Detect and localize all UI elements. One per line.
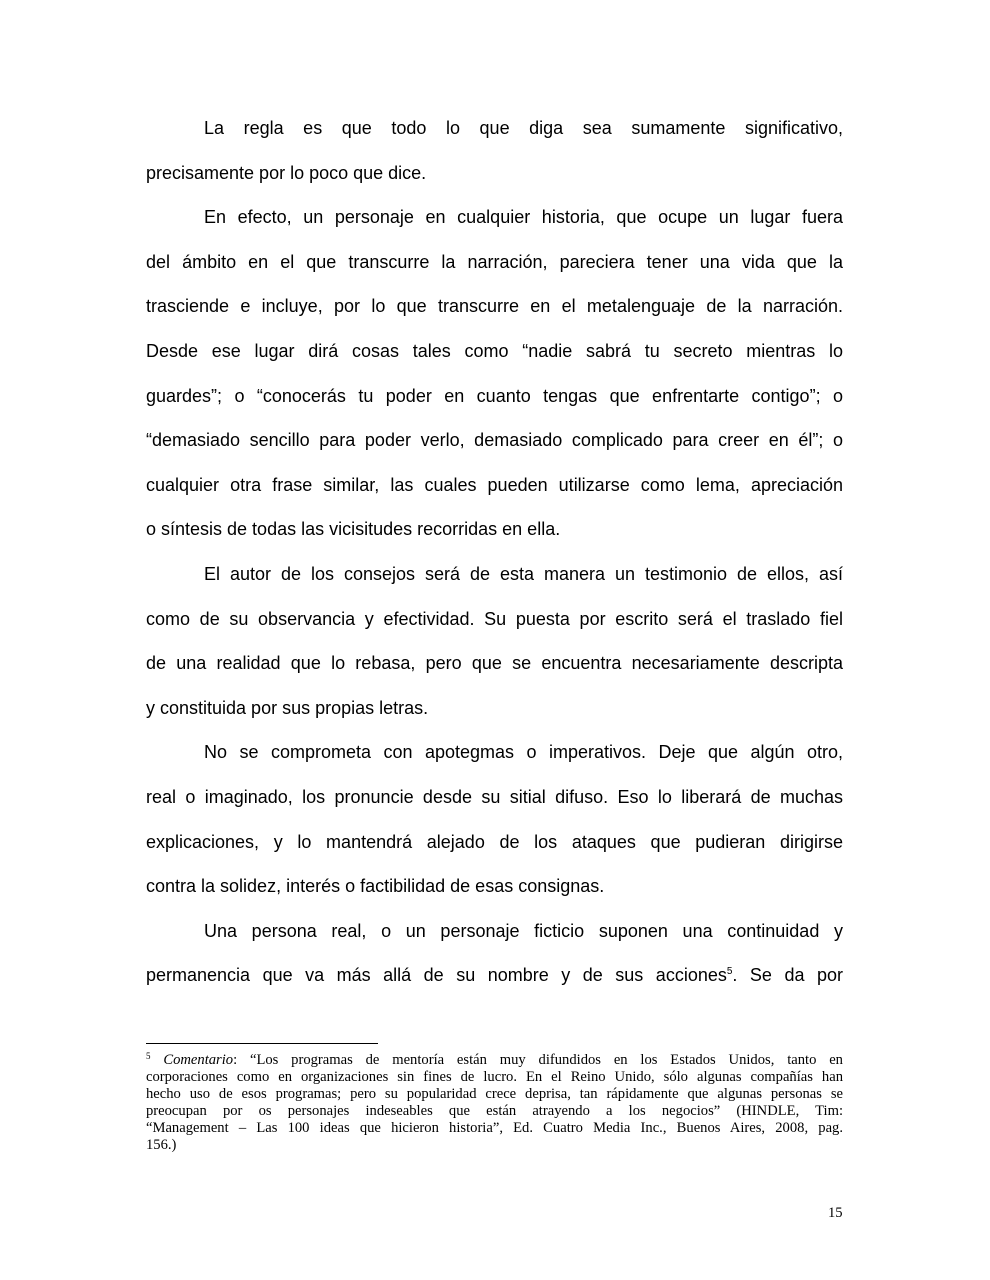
footnote-number: 5 xyxy=(146,1051,151,1061)
footnote-line: 156.) xyxy=(146,1137,177,1153)
footnote-line: preocupan por os personajes indeseables que están atrayendo a los negocios” (HINDLE, Tim: xyxy=(146,1103,843,1119)
text-line: trasciende e incluye, por lo que transcurre en el metalenguaje de la narración. xyxy=(146,296,843,317)
text-line: cualquier otra frase similar, las cuales pueden utilizarse como lema, apreciación xyxy=(146,474,843,495)
text-line: En efecto, un personaje en cualquier historia, que ocupe un lugar fuera xyxy=(204,207,843,228)
body-text xyxy=(146,116,843,1008)
page-number: 15 xyxy=(828,1205,843,1221)
footnote-text: : “Los programas de mentoría están muy difundidos en los Estados Unidos, tanto en xyxy=(233,1052,843,1068)
text-line: Desde ese lugar dirá cosas tales como “nadie sabrá tu secreto mientras lo xyxy=(146,340,843,361)
text-line: contra la solidez, interés o factibilidad de esas consignas. xyxy=(146,876,605,897)
text-line: y constituida por sus propias letras. xyxy=(146,697,429,718)
text-segment: permanencia que va más allá de su nombre y de sus acciones xyxy=(146,965,727,986)
footnote-separator xyxy=(146,1043,378,1044)
text-line: como de su observancia y efectividad. Su puesta por escrito será el traslado fiel xyxy=(146,608,843,629)
text-line: guardes”; o “conocerás tu poder en cuanto tengas que enfrentarte contigo”; o xyxy=(146,385,843,406)
footnote-line xyxy=(146,1052,843,1069)
text-line: real o imaginado, los pronuncie desde su sitial difuso. Eso lo liberará de muchas xyxy=(146,786,843,807)
footnote-line: “Management – Las 100 ideas que hicieron historia”, Ed. Cuatro Media Inc., Buenos Aires, 2008, pag. xyxy=(146,1120,843,1136)
text-line: precisamente por lo poco que dice. xyxy=(146,162,427,183)
text-line: explicaciones, y lo mantendrá alejado de los ataques que pudieran dirigirse xyxy=(146,831,843,852)
text-line: “demasiado sencillo para poder verlo, demasiado complicado para creer en él”; o xyxy=(146,430,843,451)
text-line: del ámbito en el que transcurre la narración, pareciera tener una vida que la xyxy=(146,251,843,272)
footnote-label: Comentario xyxy=(163,1052,234,1068)
text-line: o síntesis de todas las vicisitudes recorridas en ella. xyxy=(146,519,561,540)
text-line: Una persona real, o un personaje ficticio suponen una continuidad y xyxy=(204,920,843,941)
text-line: El autor de los consejos será de esta manera un testimonio de ellos, así xyxy=(204,563,843,584)
text-line: No se comprometa con apotegmas o imperativos. Deje que algún otro, xyxy=(204,742,843,763)
footnote xyxy=(146,1052,843,1154)
footnote-line: corporaciones como en organizaciones sin fines de lucro. En el Reino Unido, sólo algunas compañías han xyxy=(146,1069,843,1085)
footnote-reference[interactable]: 5 xyxy=(726,966,733,978)
text-line xyxy=(146,963,843,1008)
text-line: de una realidad que lo rebasa, pero que se encuentra necesariamente descripta xyxy=(146,653,843,674)
footnote-line: hecho uso de esos programas; pero su popularidad crece deprisa, tan rápidamente que algunas personas se xyxy=(146,1086,843,1102)
text-line: La regla es que todo lo que diga sea sumamente significativo, xyxy=(204,118,843,138)
text-segment: . Se da por xyxy=(732,965,843,986)
